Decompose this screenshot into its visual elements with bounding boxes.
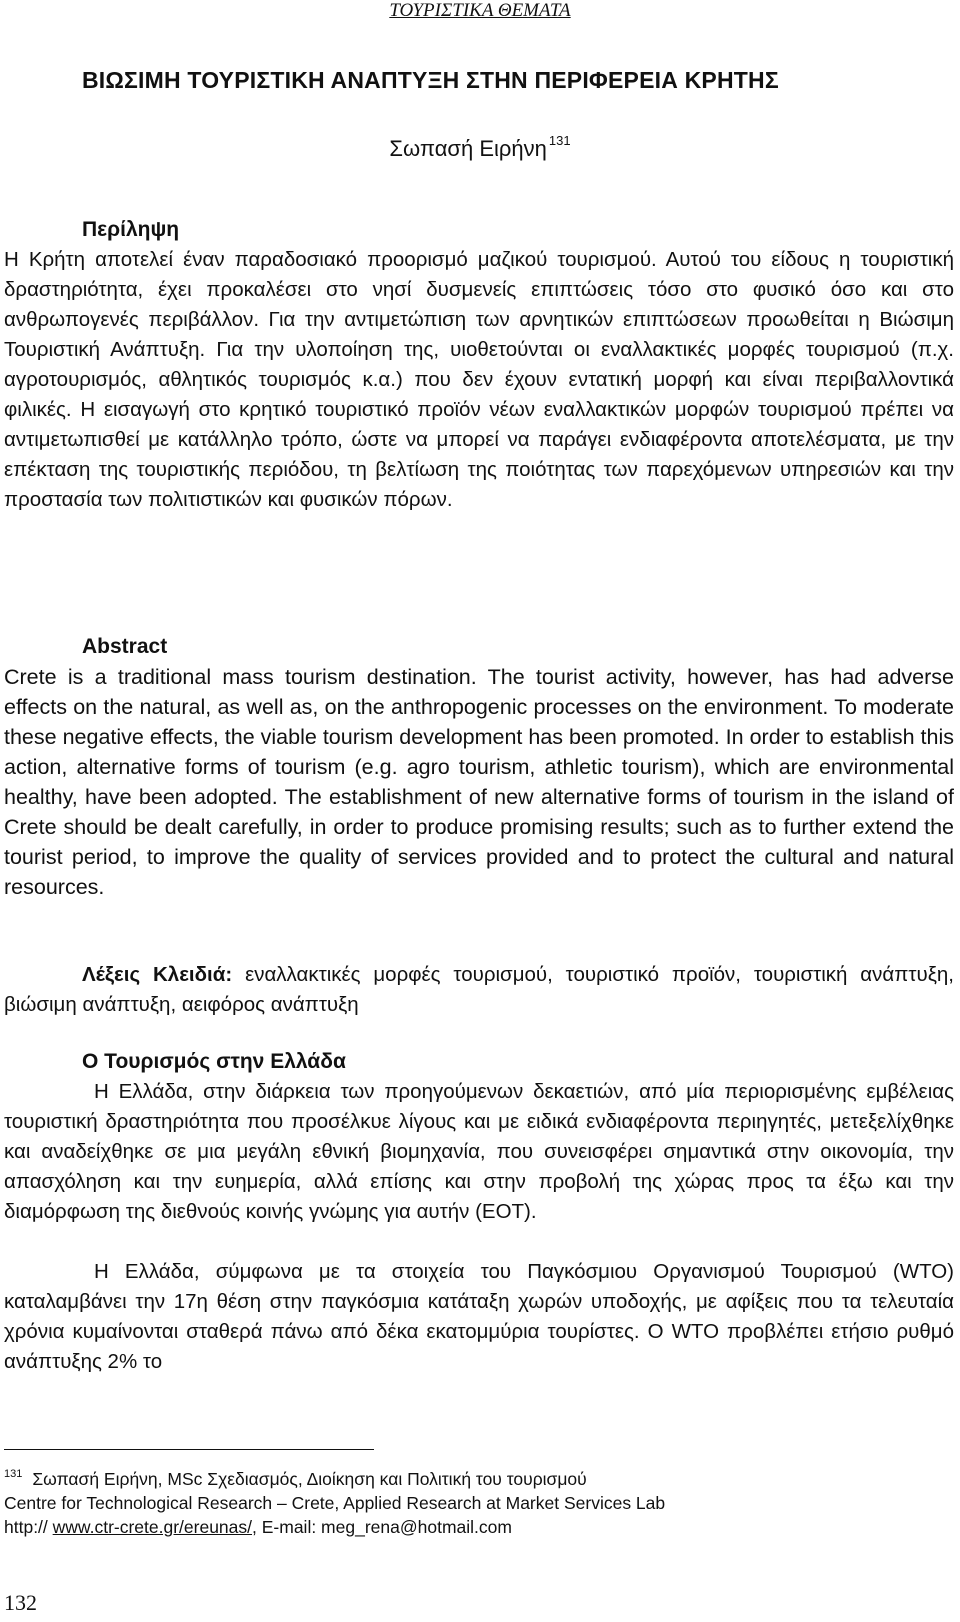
keywords-paragraph xyxy=(4,960,954,1020)
author-line xyxy=(0,126,960,164)
section-paragraph-1: Η Ελλάδα, στην διάρκεια των προηγούμενων δεκαετιών, από μία περιορισμένης εμβέλειας τουριστική δραστηριότητα που προσέλκυε λίγους και με ειδικά ενδιαφέροντα περιηγητές, μετεξελίχθηκε και αναδείχθηκε σε μια μεγάλη εθνική βιομηχανία, που συνεισφέρει σημαντικά στην οικονομία, την απασχόληση και την ευημερία, αλλά επίσης και στην προβολή της χώρας προς τα έξω και την διαμόρφωση της διεθνούς κοινής γνώμης για αυτήν (ΕΟΤ). xyxy=(4,1080,954,1223)
footnote-mark: 131 xyxy=(4,1468,23,1480)
page-number: 132 xyxy=(4,1590,37,1615)
abstract-heading: Abstract xyxy=(82,635,168,658)
footnote-line-2: Centre for Technological Research – Crete, Applied Research at Market Services Lab xyxy=(4,1493,666,1513)
section-heading: Ο Τουρισμός στην Ελλάδα xyxy=(82,1050,346,1073)
footnote-line-1: $^{131}$ Σωπασή Ειρήνη, MSc Σχεδιασμός, Διοίκηση και Πολιτική του τουρισμού xyxy=(4,1468,587,1489)
keywords-text: εναλλακτικές μορφές τουρισμού, τουριστικό προϊόν, τουριστική ανάπτυξη, βιώσιμη ανάπτυξη, αειφόρος ανάπτυξη xyxy=(4,963,954,1016)
article-title: ΒΙΩΣΙΜΗ ΤΟΥΡΙΣΤΙΚΗ ΑΝΑΠΤΥΞΗ ΣΤΗΝ ΠΕΡΙΦΕΡΕΙΑ ΚΡΗΤΗΣ xyxy=(82,67,779,93)
website-link[interactable]: www.ctr-crete.gr/ereunas/ xyxy=(52,1517,253,1537)
footnote-line-3: http:// www.ctr-crete.gr/ereunas/, E-mail: meg_rena@hotmail.com xyxy=(4,1517,512,1537)
summary-text: Η Κρήτη αποτελεί έναν παραδοσιακό προορισμό μαζικού τουρισμού. Αυτού του είδους η τουριστική δραστηριότητα, έχει προκαλέσει στο νησί δυσμενείς επιπτώσεις τόσο στο φυσικό όσο και στο ανθρωπογενές περιβάλλον. Για την αντιμετώπιση των αρνητικών επιπτώσεων προωθείται η Βιώσιμη Τουριστική Ανάπτυξη. Για την υλοποίηση της, υιοθετούνται οι εναλλακτικές μορφές τουρισμού (π.χ. αγροτουρισμός, αθλητικός τουρισμός κ.α.) που δεν έχουν εντατική μορφή και είναι περιβαλλοντικά φιλικές. Η εισαγωγή στο κρητικό τουριστικό προϊόν νέων εναλλακτικών μορφών τουρισμού πρέπει να αντιμετωπισθεί με κατάλληλο τρόπο, ώστε να μπορεί να παράγει ενδιαφέροντα αποτελέσματα, με την επέκταση της τουριστικής περιόδου, τη βελτίωση της ποιότητας των παρεχόμενων υπηρεσιών και την προστασία των πολιτιστικών και φυσικών πόρων. xyxy=(4,248,954,511)
summary-heading: Περίληψη xyxy=(82,218,180,241)
abstract-text: Crete is a traditional mass tourism destination. The tourist activity, however, has had adverse effects on the natural, as well as, on the anthropogenic processes on the environment. To moderate these negative effects, the viable tourism development has been promoted. In order to establish this action, alternative forms of tourism (e.g. agro tourism, athletic tourism), which are environmental healthy, have been adopted. The establishment of new alternative forms of tourism in the island of Crete should be dealt carefully, in order to produce promising results; such as to further extend the tourist period, to improve the quality of services provided and to protect the cultural and natural resources. xyxy=(4,665,954,899)
running-head: ΤΟΥΡΙΣΤΙΚΑ ΘΕΜΑΤΑ xyxy=(389,0,571,21)
footnote xyxy=(4,1462,954,1539)
author-name: Σωπασή Ειρήνη xyxy=(389,136,547,161)
section-paragraph-2: Η Ελλάδα, σύμφωνα με τα στοιχεία του Παγκόσμιου Οργανισμού Τουρισμού (WTO) καταλαμβάνει την 17η θέση στην παγκόσμια κατάταξη χωρών υποδοχής, με αφίξεις που τα τελευταία χρόνια κυμαίνονται σταθερά πάνω από δέκα εκατομμύρια τουρίστες. Ο WTO προβλέπει ετήσιο ρυθμό ανάπτυξης 2% το xyxy=(4,1260,954,1373)
footnote-divider xyxy=(4,1449,374,1450)
keywords-label: Λέξεις Κλειδιά: xyxy=(82,963,233,986)
author-footnote-mark[interactable]: 131 xyxy=(548,133,571,148)
